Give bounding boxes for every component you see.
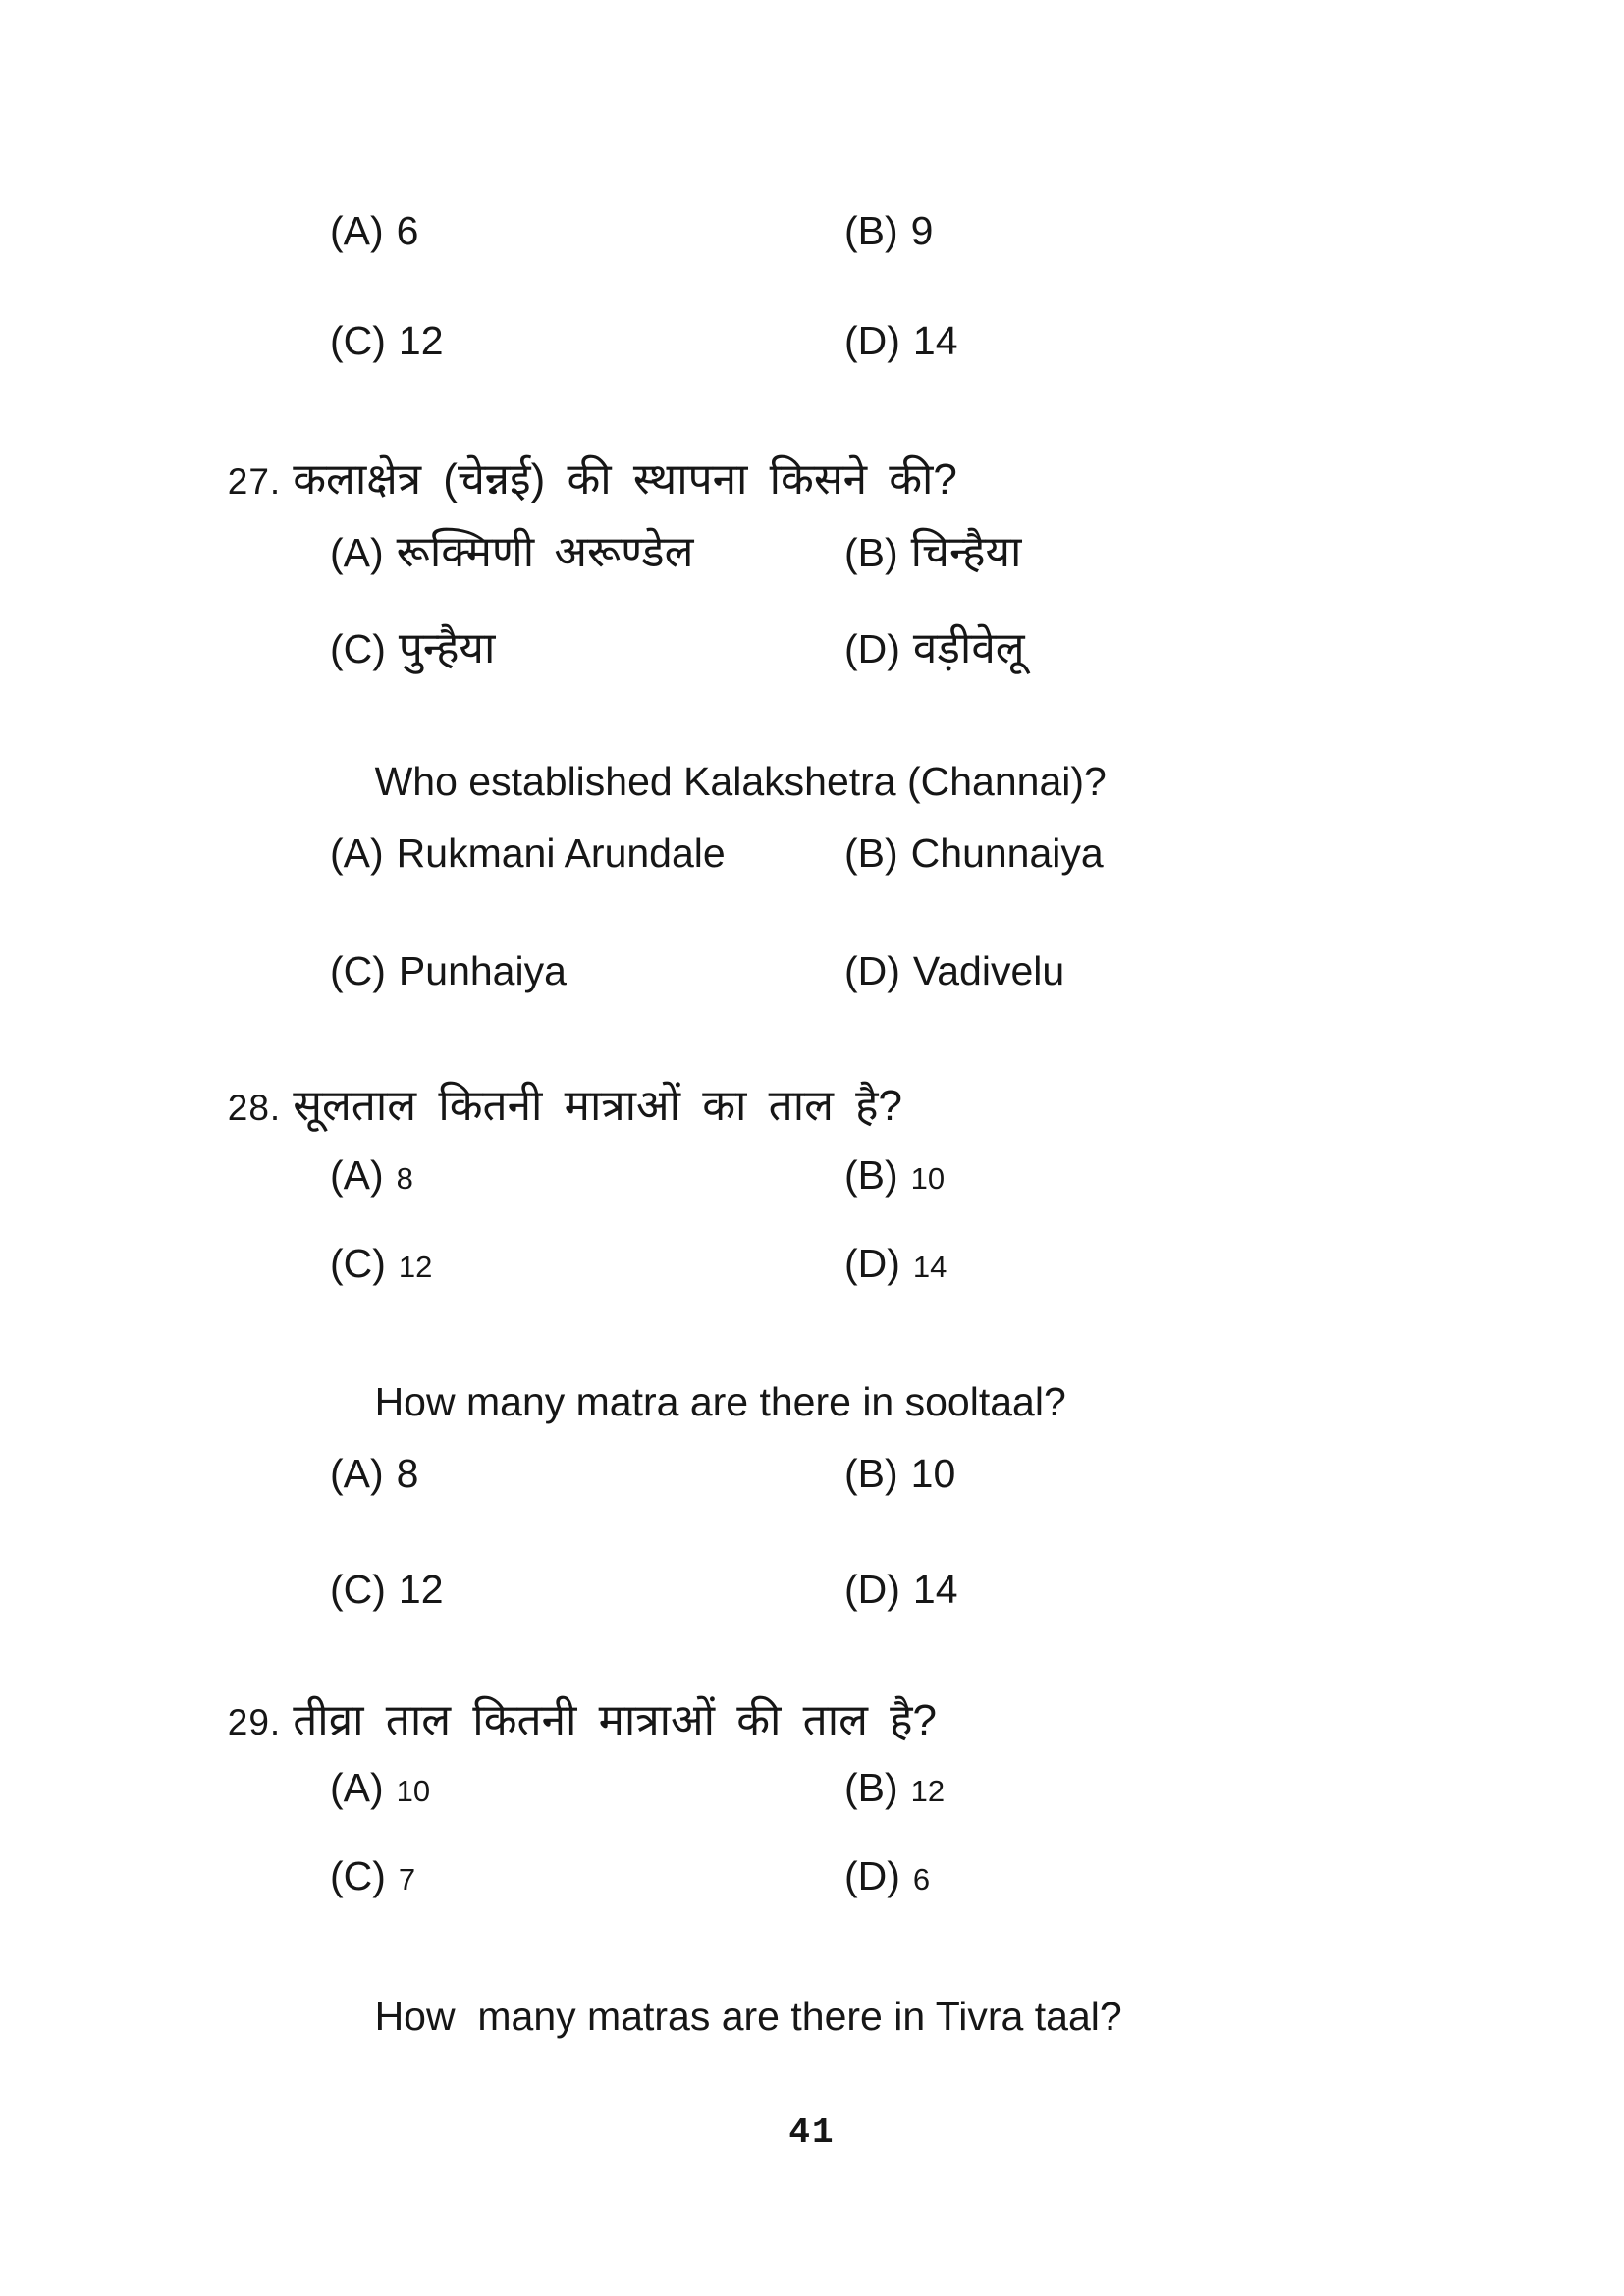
question-text-english: How many matra are there in sooltaal?	[374, 1379, 1066, 1424]
q27-hindi-options-row-1	[0, 520, 1624, 579]
q29-hindi-options-row-2	[0, 1853, 1624, 1912]
option-label: (A)	[330, 1451, 384, 1496]
question-27-hindi	[210, 430, 957, 524]
option-value: चिन्हैया	[910, 528, 1022, 576]
q29-hindi-option-b	[844, 1765, 945, 1811]
q27-english-option-c	[330, 948, 567, 994]
q28-english-option-d	[844, 1567, 958, 1613]
option-label: (A)	[330, 1765, 384, 1810]
q27-english-options-row-2	[0, 948, 1624, 1007]
question-number: 29.	[227, 1702, 282, 1742]
option-value: 12	[398, 1567, 444, 1612]
option-label: (D)	[844, 318, 900, 363]
option-label: (C)	[330, 626, 386, 671]
option-value: 8	[396, 1161, 413, 1196]
option-label: (B)	[844, 1451, 898, 1496]
carryover-option-a	[330, 208, 418, 254]
q29-hindi-option-a	[330, 1765, 430, 1811]
q28-english-options-row-1	[0, 1451, 1624, 1510]
q28-hindi-options-row-1	[0, 1152, 1624, 1211]
question-number: 28.	[227, 1088, 282, 1128]
q29-hindi-option-d	[844, 1853, 930, 1899]
option-value: Vadivelu	[912, 948, 1065, 993]
question-text-english: How many matras are there in Tivra taal?	[374, 1994, 1122, 2039]
carryover-option-d	[844, 318, 958, 364]
option-label: (B)	[844, 208, 898, 253]
option-value: 8	[396, 1451, 419, 1496]
option-label: (D)	[844, 1853, 900, 1898]
carryover-options-row-2	[0, 318, 1624, 377]
carryover-option-c	[330, 318, 444, 364]
option-label: (D)	[844, 1567, 900, 1612]
option-value: 7	[398, 1862, 416, 1896]
q28-hindi-option-a	[330, 1152, 413, 1199]
q27-english-option-d	[844, 948, 1064, 994]
q28-english-option-c	[330, 1567, 444, 1613]
question-text-hindi: सूलताल कितनी मात्राओं का ताल है?	[293, 1082, 902, 1130]
option-label: (C)	[330, 1241, 386, 1286]
carryover-option-b	[844, 208, 933, 254]
option-label: (B)	[844, 1765, 898, 1810]
page-number: 41	[788, 2112, 836, 2153]
option-value: 14	[912, 318, 958, 363]
q28-hindi-option-d	[844, 1241, 947, 1287]
option-value: 6	[912, 1862, 931, 1896]
option-value: 10	[910, 1451, 956, 1496]
question-text-english: Who established Kalakshetra (Channai)?	[374, 759, 1107, 804]
option-label: (A)	[330, 530, 384, 575]
q27-english-option-a	[330, 830, 726, 877]
option-value: Chunnaiya	[910, 830, 1104, 876]
option-label: (A)	[330, 1152, 384, 1198]
q27-english-option-b	[844, 830, 1104, 877]
option-label: (C)	[330, 318, 386, 363]
option-label: (D)	[844, 948, 900, 993]
question-number: 27.	[227, 461, 282, 502]
question-text-hindi: कलाक्षेत्र (चेन्नई) की स्थापना किसने की?	[293, 455, 957, 504]
q28-english-option-b	[844, 1451, 955, 1497]
q27-hindi-options-row-2	[0, 616, 1624, 675]
question-28-hindi	[210, 1056, 902, 1150]
option-value: 9	[910, 208, 934, 253]
q29-hindi-option-c	[330, 1853, 415, 1899]
question-text-hindi: तीव्रा ताल कितनी मात्राओं की ताल है?	[293, 1696, 937, 1744]
carryover-options-row-1	[0, 208, 1624, 267]
q28-hindi-option-c	[330, 1241, 432, 1287]
option-value: 12	[398, 1250, 433, 1284]
q27-hindi-option-b	[844, 520, 1021, 579]
q29-hindi-options-row-1	[0, 1765, 1624, 1824]
option-label: (B)	[844, 1152, 898, 1198]
option-label: (A)	[330, 830, 384, 876]
q28-english-option-a	[330, 1451, 418, 1497]
option-value: 10	[396, 1774, 431, 1808]
question-29-english	[330, 1948, 1122, 2086]
option-value: 14	[912, 1250, 947, 1284]
option-value: 10	[910, 1161, 946, 1196]
q28-hindi-option-b	[844, 1152, 945, 1199]
q27-hindi-option-d	[844, 616, 1025, 675]
option-value: पुन्हैया	[398, 624, 496, 672]
q27-english-options-row-1	[0, 830, 1624, 889]
option-value: 12	[910, 1774, 946, 1808]
option-value: Rukmani Arundale	[396, 830, 726, 876]
q27-hindi-option-c	[330, 616, 495, 675]
option-value: Punhaiya	[398, 948, 567, 993]
option-value: 12	[398, 318, 444, 363]
q28-english-options-row-2	[0, 1567, 1624, 1626]
option-value: 14	[912, 1567, 958, 1612]
option-value: रूक्मिणी अरूण्डेल	[396, 528, 694, 576]
option-label: (A)	[330, 208, 384, 253]
option-label: (D)	[844, 626, 900, 671]
q27-hindi-option-a	[330, 520, 693, 579]
option-label: (C)	[330, 1567, 386, 1612]
option-value: 6	[396, 208, 419, 253]
option-label: (B)	[844, 830, 898, 876]
option-label: (B)	[844, 530, 898, 575]
option-label: (D)	[844, 1241, 900, 1286]
option-label: (C)	[330, 1853, 386, 1898]
question-29-hindi	[210, 1671, 937, 1765]
option-label: (C)	[330, 948, 386, 993]
option-value: वड़ीवेलू	[912, 624, 1025, 672]
q28-hindi-options-row-2	[0, 1241, 1624, 1300]
